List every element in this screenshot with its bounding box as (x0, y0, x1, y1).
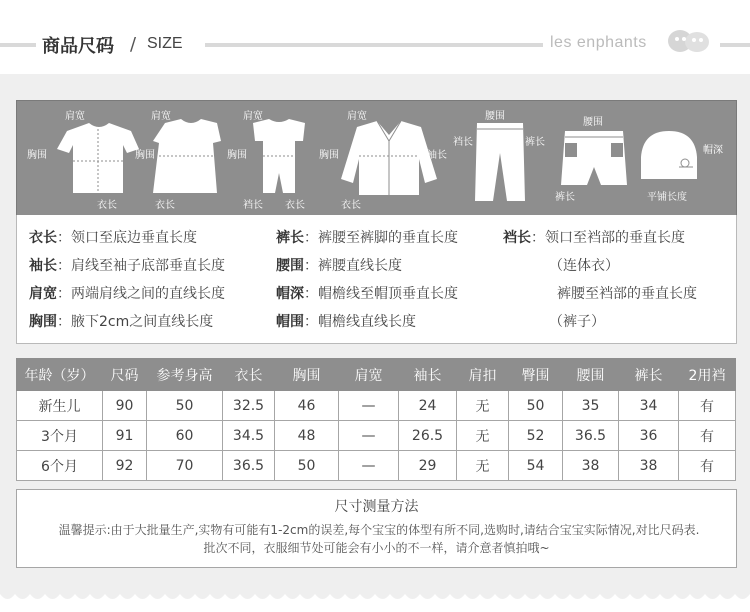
definition-desc: 裤腰至裤脚的垂直长度 (318, 230, 458, 246)
table-cell: 24 (399, 391, 457, 421)
table-cell: — (339, 421, 399, 451)
dress-length-label: 衣长 (155, 200, 175, 211)
definition-row: 帽围：帽檐线直线长度 (276, 314, 416, 330)
pants-waist-label: 腰围 (485, 111, 505, 122)
definition-row: 帽深：帽檐线至帽顶垂直长度 (276, 286, 458, 302)
pants-illustration (453, 110, 545, 201)
table-cell: 52 (509, 421, 563, 451)
definition-term: 腰围 (276, 258, 304, 274)
jacket-sleeve-label: 袖长 (427, 150, 447, 161)
table-cell: 50 (275, 451, 339, 481)
romper-chest-label: 胸围 (227, 150, 247, 161)
definition-term: 裆长 (503, 230, 531, 246)
table-cell: 有 (679, 451, 736, 481)
notes-title: 尺寸测量方法 (334, 499, 419, 515)
shorts-illustration (555, 116, 627, 203)
definition-row: 衣长：领口至底边垂直长度 (29, 230, 197, 246)
table-cell: 3个月 (17, 421, 103, 451)
table-cell: 54 (509, 451, 563, 481)
definition-note: （裤子） (549, 314, 605, 330)
table-cell: 无 (457, 391, 509, 421)
table-header-row (17, 359, 736, 391)
table-cell: 92 (103, 451, 147, 481)
definition-row: 裤长：裤腰至裤脚的垂直长度 (276, 230, 458, 246)
table-cell: 36.5 (223, 451, 275, 481)
table-row (17, 391, 736, 421)
romper-crotch-label: 裆长 (243, 200, 263, 211)
definition-term: 袖长 (29, 258, 57, 274)
title-separator: / (130, 34, 137, 55)
table-cell: 29 (399, 451, 457, 481)
column-header: 袖长 (399, 359, 457, 391)
table-cell: 6个月 (17, 451, 103, 481)
jacket-illustration (319, 109, 447, 211)
jacket-shoulder-label: 肩宽 (347, 111, 367, 122)
table-cell: 38 (563, 451, 619, 481)
table-cell: 无 (457, 451, 509, 481)
tshirt-shoulder-label: 肩宽 (65, 111, 85, 122)
table-cell: 32.5 (223, 391, 275, 421)
table-cell: 90 (103, 391, 147, 421)
hat-illustration (641, 131, 723, 203)
table-cell: 无 (457, 421, 509, 451)
table-row (17, 451, 736, 481)
definition-desc: 腋下2cm之间直线长度 (71, 314, 214, 330)
measurement-definitions (16, 215, 737, 344)
table-row (17, 421, 736, 451)
column-header: 衣长 (223, 359, 275, 391)
column-header: 裤长 (619, 359, 679, 391)
hat-depth-label: 帽深 (703, 145, 723, 156)
definition-desc-secondary: 裤腰至裆部的垂直长度 (557, 286, 697, 302)
definition-row: 袖长：肩线至袖子底部垂直长度 (29, 258, 225, 274)
definition-row: 腰围：裤腰直线长度 (276, 258, 402, 274)
definition-term: 肩宽 (29, 286, 57, 302)
dress-illustration (135, 109, 221, 211)
tshirt-illustration (27, 109, 139, 211)
table-cell: 34 (619, 391, 679, 421)
pants-crotch-label: 裆长 (453, 137, 473, 148)
table-cell: 36 (619, 421, 679, 451)
definition-desc: 领口至底边垂直长度 (71, 230, 197, 246)
column-header: 肩扣 (457, 359, 509, 391)
shorts-waist-label: 腰围 (583, 117, 603, 128)
garment-illustrations (16, 100, 737, 216)
tshirt-length-label: 衣长 (97, 200, 117, 211)
notes-disclaimer: 批次不同，衣服细节处可能会有小小的不一样，请介意者慎拍哦~ (203, 541, 550, 555)
table-cell: 70 (147, 451, 223, 481)
table-cell: 38 (619, 451, 679, 481)
header-rule-right (720, 43, 750, 47)
definition-row: 肩宽：两端肩线之间的直线长度 (29, 286, 225, 302)
definition-desc: 裤腰直线长度 (318, 258, 402, 274)
table-cell: 35 (563, 391, 619, 421)
table-cell: 26.5 (399, 421, 457, 451)
column-header: 年龄（岁） (17, 359, 103, 391)
romper-length-label: 衣长 (285, 200, 305, 211)
table-cell: 48 (275, 421, 339, 451)
table-cell: 有 (679, 421, 736, 451)
definition-desc: 两端肩线之间的直线长度 (71, 286, 225, 302)
header-rule-middle (205, 43, 543, 47)
scalloped-border (0, 586, 750, 612)
header-rule-left (0, 43, 36, 47)
table-cell: — (339, 391, 399, 421)
column-header: 胸围 (275, 359, 339, 391)
column-header: 腰围 (563, 359, 619, 391)
column-header: 肩宽 (339, 359, 399, 391)
brand-logo-icon (666, 28, 716, 54)
table-cell: 50 (147, 391, 223, 421)
pants-length-label: 裤长 (525, 137, 545, 148)
definition-term: 衣长 (29, 230, 57, 246)
table-cell: — (339, 451, 399, 481)
dress-shoulder-label: 肩宽 (151, 111, 171, 122)
column-header: 尺码 (103, 359, 147, 391)
table-cell: 34.5 (223, 421, 275, 451)
definition-desc: 肩线至袖子底部垂直长度 (71, 258, 225, 274)
size-table (16, 358, 735, 481)
definition-term: 胸围 (29, 314, 57, 330)
column-header: 2用裆 (679, 359, 736, 391)
table-cell: 46 (275, 391, 339, 421)
brand-name: les enphants (550, 34, 647, 51)
definition-row: 胸围：腋下2cm之间直线长度 (29, 314, 214, 330)
definition-term: 裤长 (276, 230, 304, 246)
jacket-length-label: 衣长 (341, 200, 361, 211)
dress-chest-label: 胸围 (135, 150, 155, 161)
definition-term: 帽深 (276, 286, 304, 302)
table-cell: 91 (103, 421, 147, 451)
table-cell: 50 (509, 391, 563, 421)
shorts-length-label: 裤长 (555, 192, 575, 203)
column-header: 参考身高 (147, 359, 223, 391)
jacket-chest-label: 胸围 (319, 150, 339, 161)
definition-desc: 帽檐线至帽顶垂直长度 (318, 286, 458, 302)
page-title: 商品尺码 (42, 36, 114, 57)
page-subtitle: SIZE (147, 35, 183, 52)
hat-flat-length-label: 平铺长度 (647, 192, 687, 203)
definition-desc: 帽檐线直线长度 (318, 314, 416, 330)
table-cell: 新生儿 (17, 391, 103, 421)
definition-desc: 领口至裆部的垂直长度 (545, 230, 685, 246)
definition-row: 裆长：领口至裆部的垂直长度 (503, 230, 685, 246)
notes-warning: 温馨提示:由于大批量生产,实物有可能有1-2cm的误差,每个宝宝的体型有所不同,选购时,请结合宝宝实际情况,对比尺码表. (58, 523, 700, 537)
definition-term: 帽围 (276, 314, 304, 330)
tshirt-chest-label: 胸围 (27, 150, 47, 161)
column-header: 臀围 (509, 359, 563, 391)
definition-note: （连体衣） (549, 258, 619, 274)
table-cell: 有 (679, 391, 736, 421)
measurement-notes (16, 489, 737, 568)
romper-shoulder-label: 肩宽 (243, 111, 263, 122)
romper-illustration (227, 109, 305, 211)
table-cell: 60 (147, 421, 223, 451)
table-cell: 36.5 (563, 421, 619, 451)
